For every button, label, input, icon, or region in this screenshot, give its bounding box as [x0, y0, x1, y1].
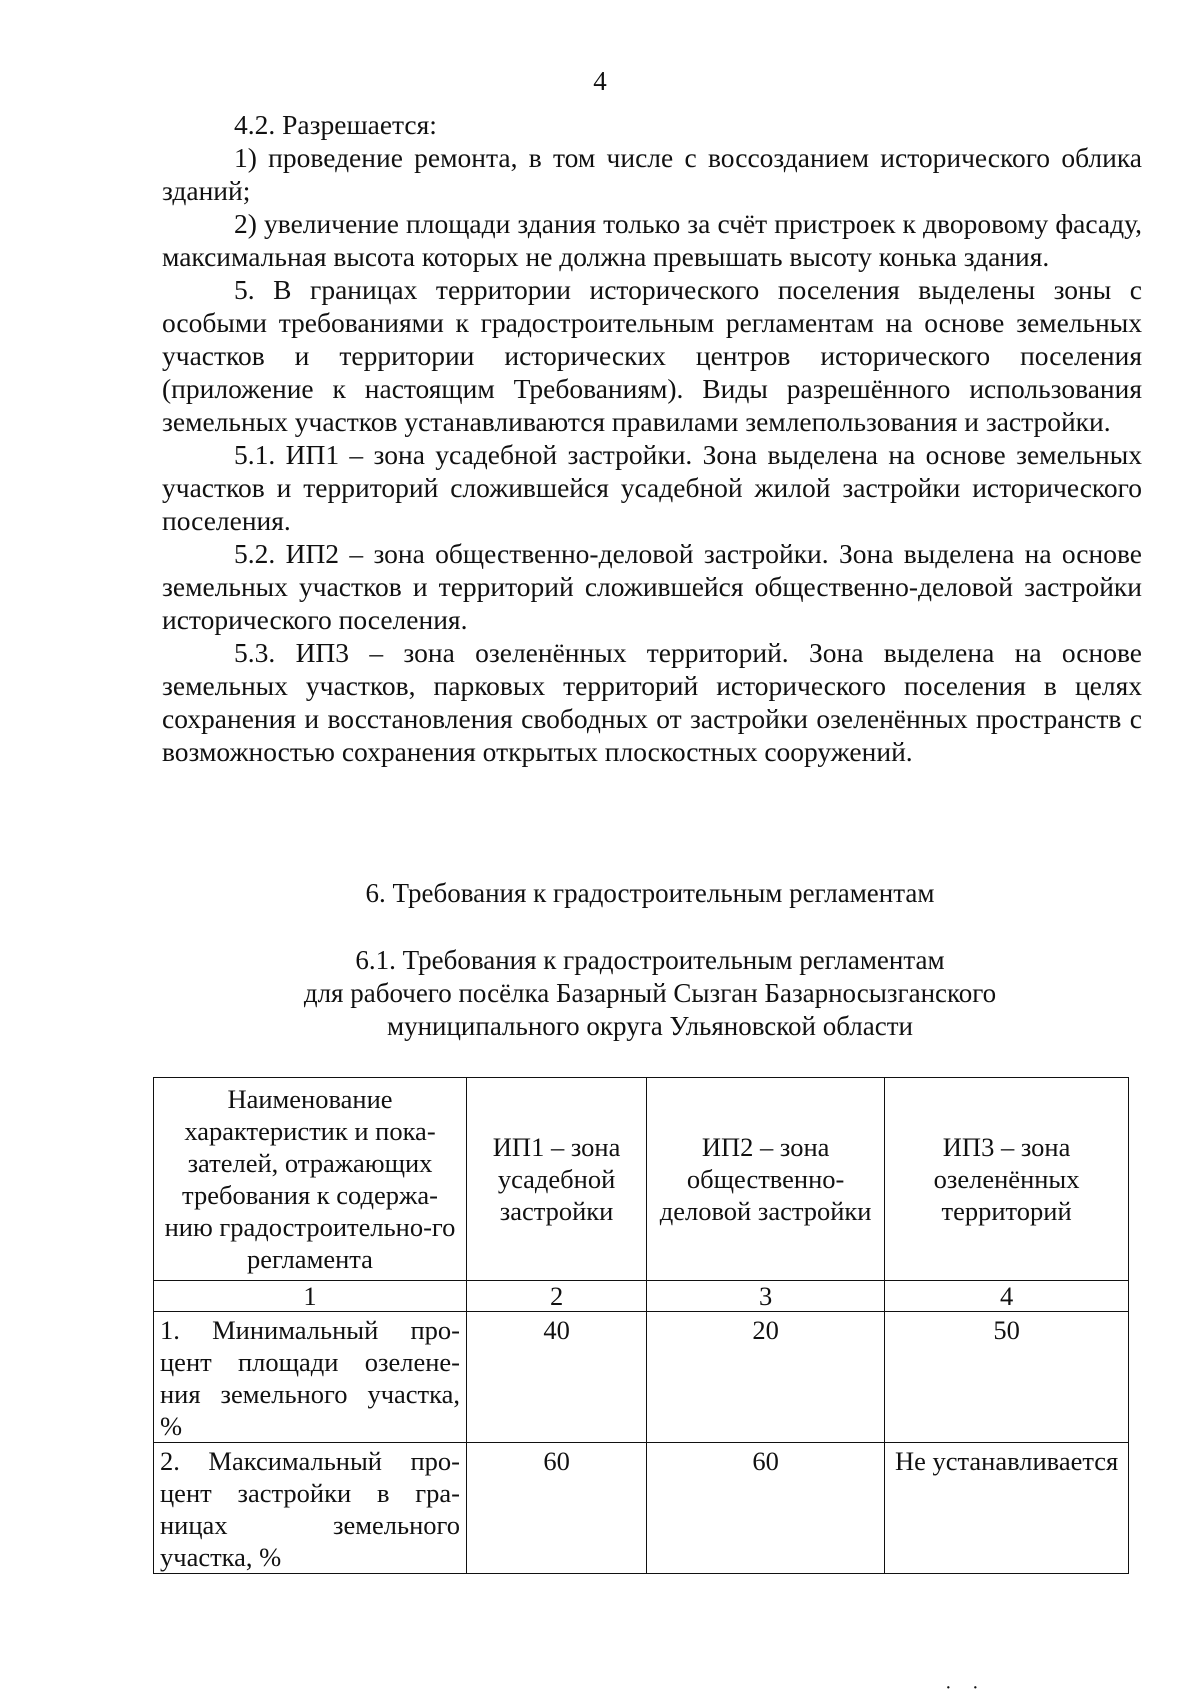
table-cell: Не устанавливается	[885, 1443, 1129, 1574]
table-header-row	[154, 1078, 1129, 1281]
subsection-heading	[0, 944, 1200, 1043]
page-number: 4	[593, 66, 607, 96]
paragraph-5: 5. В границах территории исторического поселения выделены зоны с особыми требованиями к градостроительным регламентам на основе земельных участков и территории исторических центров исторического поселения (приложение к настоящим Требованиям). Виды разрешённого использования земельных участков устанавливаются правилами землепользования и застройки.	[162, 274, 1142, 437]
body-text	[162, 108, 1142, 768]
row-label: 2. Максимальный про-цент застройки в гра-ницах земельного участка, %	[154, 1443, 467, 1574]
table-row	[154, 1443, 1129, 1574]
table-row	[154, 1312, 1129, 1443]
paragraph-4-2-item-1: 1) проведение ремонта, в том числе с воссозданием исторического облика зданий;	[162, 142, 1142, 206]
row-label: 1. Минимальный про-цент площади озелене-ния земельного участка, %	[154, 1312, 467, 1443]
paragraph-5-1: 5.1. ИП1 – зона усадебной застройки. Зона выделена на основе земельных участков и территорий сложившейся усадебной жилой застройки исторического поселения.	[162, 439, 1142, 536]
header-ip1: ИП1 – зона усадебной застройки	[467, 1078, 647, 1281]
subsection-heading-line-1: 6.1. Требования к градостроительным регламентам	[355, 945, 945, 975]
subsection-heading-line-2: для рабочего посёлка Базарный Сызган Базарносызганского	[303, 978, 997, 1008]
paragraph-4-2-item-2: 2) увеличение площади здания только за счёт пристроек к дворовому фасаду, максимальная высота которых не должна превышать высоту конька здания.	[162, 208, 1142, 272]
table-cell: 20	[647, 1312, 885, 1443]
header-ip2: ИП2 – зона общественно-деловой застройки	[647, 1078, 885, 1281]
table-column-number-row	[154, 1281, 1129, 1312]
paragraph-4-2: 4.2. Разрешается:	[234, 109, 437, 140]
section-heading: 6. Требования к градостроительным регламентам	[365, 878, 935, 908]
column-number: 4	[885, 1281, 1129, 1312]
header-ip3: ИП3 – зона озеленённых территорий	[885, 1078, 1129, 1281]
column-number: 1	[154, 1281, 467, 1312]
table-cell: 40	[467, 1312, 647, 1443]
table-cell: 50	[885, 1312, 1129, 1443]
scan-speck: ·	[972, 1677, 979, 1699]
header-characteristic: Наименование характеристик и пока-зателей, отражающих требования к содержа-нию градостроительно-го регламента	[154, 1078, 467, 1281]
subsection-heading-line-3: муниципального округа Ульяновской области	[386, 1011, 913, 1041]
column-number: 2	[467, 1281, 647, 1312]
paragraph-5-3: 5.3. ИП3 – зона озеленённых территорий. Зона выделена на основе земельных участков, парковых территорий исторического поселения в целях сохранения и восстановления свободных от застройки озеленённых пространств с возможностью сохранения открытых плоскостных сооружений.	[162, 637, 1142, 767]
scan-speck: ·	[945, 1677, 952, 1699]
regulations-table	[153, 1077, 1129, 1574]
table-cell: 60	[647, 1443, 885, 1574]
column-number: 3	[647, 1281, 885, 1312]
table-cell: 60	[467, 1443, 647, 1574]
paragraph-5-2: 5.2. ИП2 – зона общественно-деловой застройки. Зона выделена на основе земельных участков и территорий сложившейся общественно-деловой застройки исторического поселения.	[162, 538, 1142, 635]
